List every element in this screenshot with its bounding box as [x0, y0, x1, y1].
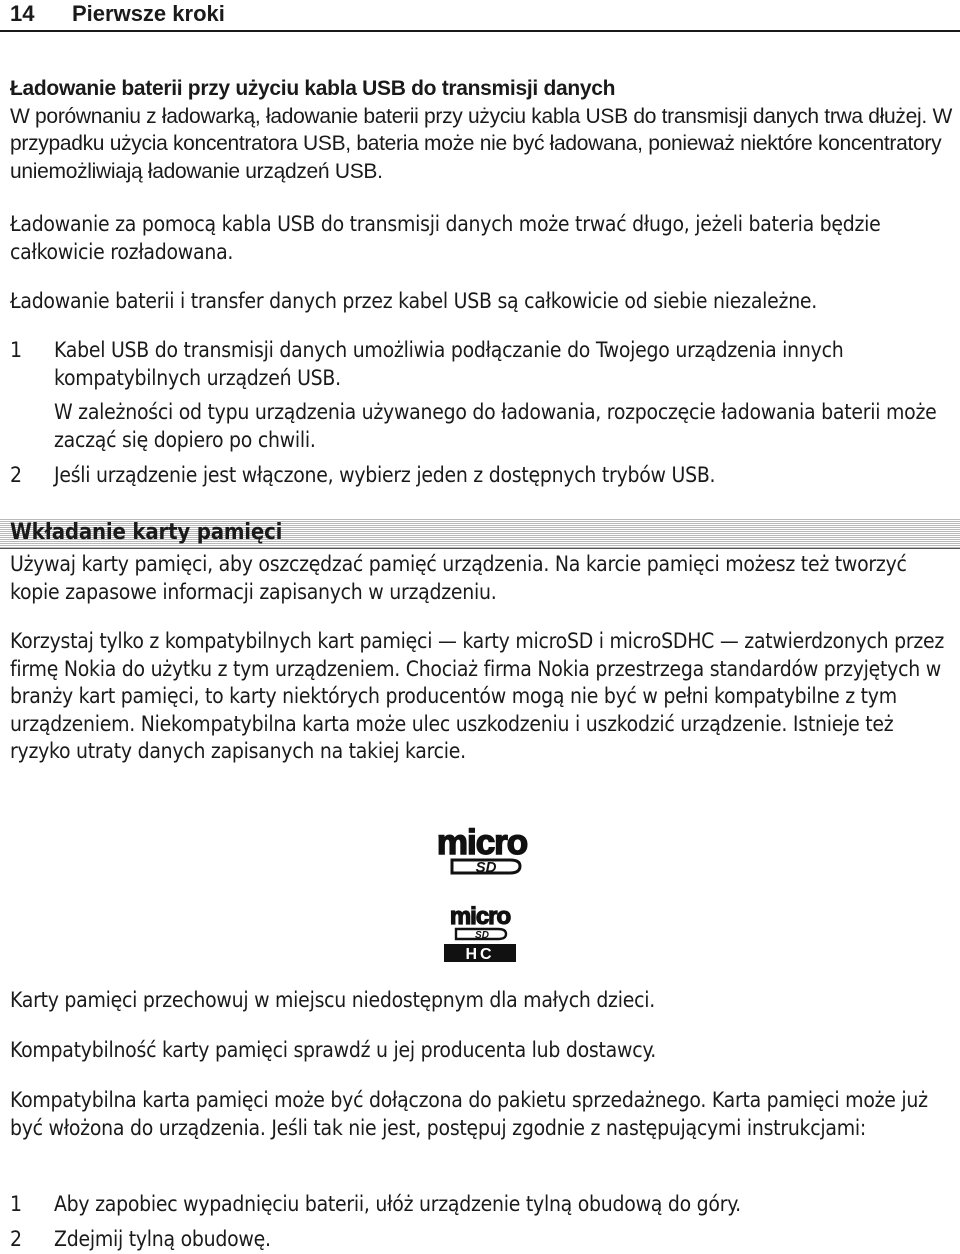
card-step-2: [10, 1226, 955, 1254]
page-number: 14: [10, 1, 35, 26]
step-text: Jeśli urządzenie jest włączone, wybierz jeden z dostępnych trybów USB.: [54, 463, 716, 487]
step-text: Zdejmij tylną obudowę.: [54, 1227, 271, 1251]
memory-card-intro-paragraph: Używaj karty pamięci, aby oszczędzać pamięć urządzenia. Na karcie pamięci możesz też tworzyć kopie zapasowe informacji zapisanych w urządzeniu.: [10, 552, 907, 604]
memory-card-check-paragraph: Kompatybilność karty pamięci sprawdź u jej producenta lub dostawcy.: [10, 1038, 657, 1062]
step-note: W zależności od typu urządzenia używanego do ładowania, rozpoczęcie ładowania baterii może zacząć się dopiero po chwili.: [54, 400, 937, 452]
memory-card-included-paragraph: Kompatybilna karta pamięci może być dołączona do pakietu sprzedażnego. Karta pamięci może już być włożona do urządzenia. Jeśli tak nie jest, postępuj zgodnie z następującymi instrukcjami:: [10, 1088, 928, 1140]
chapter-title: Pierwsze kroki: [72, 1, 225, 26]
step-number: 1: [10, 338, 22, 362]
usb-charging-paragraph: [10, 75, 955, 185]
step-number: 2: [10, 1227, 22, 1251]
usb-charging-heading: Ładowanie baterii przy użyciu kabla USB do transmisji danych: [10, 77, 616, 100]
section-heading-band: [0, 518, 960, 549]
step-number: 2: [10, 463, 22, 487]
card-step-1: [10, 1191, 955, 1219]
microsdhc-logo: [440, 902, 520, 964]
memory-card-section-title: Wkładanie karty pamięci: [10, 520, 283, 545]
microsdhc-logo-hc: HC: [465, 946, 495, 963]
step-number: 1: [10, 1192, 22, 1216]
microsdhc-logo-micro: micro: [449, 903, 511, 930]
usb-step-1: [10, 337, 955, 454]
page-header: [0, 0, 960, 32]
microsdhc-logo-sd: SD: [475, 930, 489, 941]
microsd-logo: [424, 820, 540, 876]
usb-long-charge-paragraph: Ładowanie za pomocą kabla USB do transmisji danych może trwać długo, jeżeli bateria będzie całkowicie rozładowana.: [10, 212, 881, 264]
step-text: Kabel USB do transmisji danych umożliwia podłączanie do Twojego urządzenia innych kompatybilnych urządzeń USB.: [54, 338, 844, 390]
usb-independent-paragraph: Ładowanie baterii i transfer danych przez kabel USB są całkowicie od siebie niezależne.: [10, 289, 818, 313]
usb-charging-text: W porównaniu z ładowarką, ładowanie baterii przy użyciu kabla USB do transmisji danych trwa dłużej. W przypadku użycia koncentratora USB, bateria może nie być ładowana, ponieważ niektóre koncentratory uniemożliwiają ładowanie urządzeń USB.: [10, 104, 952, 183]
memory-card-children-paragraph: Karty pamięci przechowuj w miejscu niedostępnym dla małych dzieci.: [10, 988, 655, 1012]
memory-card-compatibility-paragraph: Korzystaj tylko z kompatybilnych kart pamięci — karty microSD i microSDHC — zatwierdzonych przez firmę Nokia do użytku z tym urządzeniem. Chociaż firma Nokia przestrzega standardów przyjętych w branży kart pamięci, to karty niektórych producentów mogą nie być w pełni kompatybilne z tym urządzeniem. Niekompatybilna karta może ulec uszkodzeniu i uszkodzić urządzenie. Istnieje też ryzyko utraty danych zapisanych na takiej karcie.: [10, 629, 945, 763]
microsd-logo-sd: SD: [475, 859, 497, 876]
microsd-logo-micro: micro: [436, 823, 528, 862]
step-text: Aby zapobiec wypadnięciu baterii, ułóż urządzenie tylną obudową do góry.: [54, 1192, 741, 1216]
usb-step-2: [10, 462, 955, 490]
